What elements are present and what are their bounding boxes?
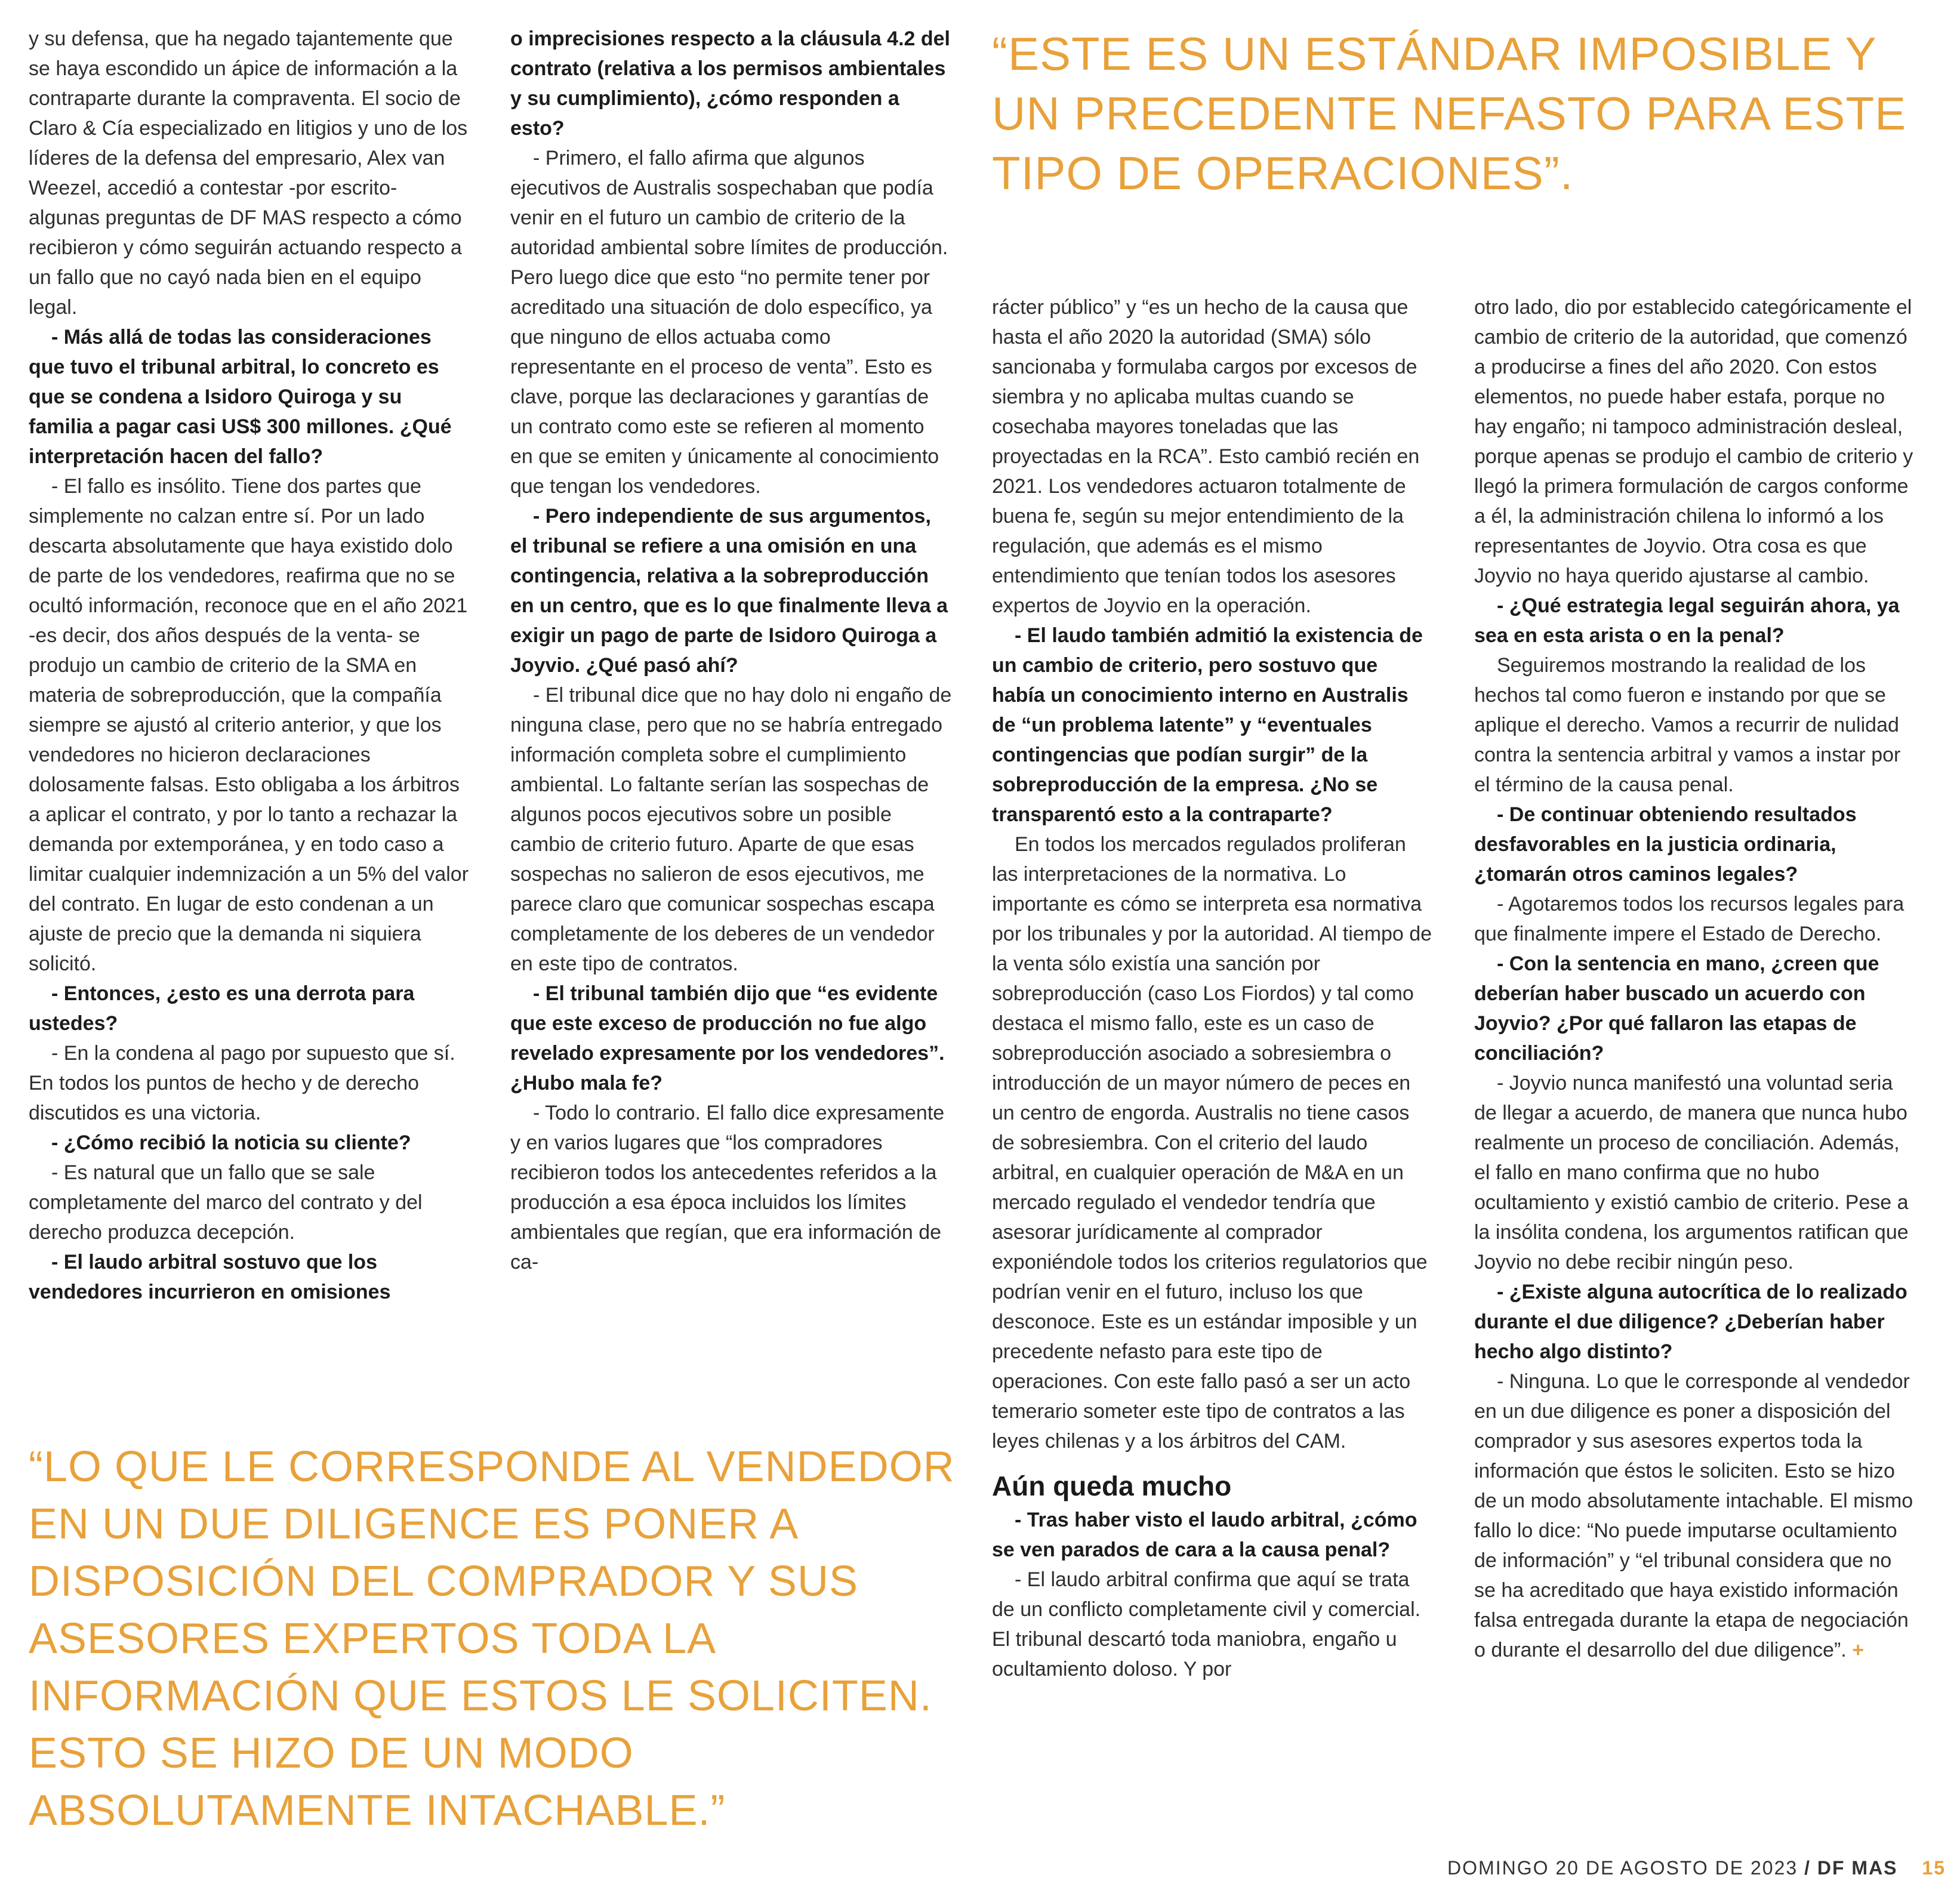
pull-quote-top: “ESTE ES UN ESTÁNDAR IMPOSIBLE Y UN PRECEDENTE NEFASTO PARA ESTE TIPO DE OPERACIONES”. <box>992 27 1907 199</box>
interview-answer: otro lado, dio por establecido categóricamente el cambio de criterio de la autoridad, que comenzó a producirse a fines del año 2020. Con estos elementos, no puede haber estafa, porque no hay engaño; ni tampoco administración desleal, porque apenas se produjo el cambio de criterio y llegó la primera formulación de cargos conforme a él, la administración chilena lo informó a los representantes de Joyvio. Otra cosa es que Joyvio no haya querido ajustarse al cambio. <box>1474 296 1913 587</box>
page-footer <box>1444 1856 1946 1880</box>
interview-answer: - Joyvio nunca manifestó una voluntad seria de llegar a acuerdo, de manera que nunca hubo realmente un proceso de conciliación. Además, el fallo en mano confirma que no hubo ocultamiento y existió cambio de criterio. Pese a la insólita condena, los argumentos ratifican que Joyvio no debe recibir ningún peso. <box>1474 1072 1909 1273</box>
interview-question: - Con la sentencia en mano, ¿creen que deberían haber buscado un acuerdo con Joyvio? ¿Por qué fallaron las etapas de conciliación? <box>1474 952 1879 1065</box>
interview-answer: rácter público” y “es un hecho de la causa que hasta el año 2020 la autoridad (SMA) sólo sancionaba y formulaba cargos por excesos de siembra y no aplicaba multas cuando se cosechaba mayores toneladas que las proyectadas en la RCA”. Esto cambió recién en 2021. Los vendedores actuaron totalmente de buena fe, según su mejor entendimiento de la regulación, que además es el mismo entendimiento que tenían todos los asesores expertos de Joyvio en la operación. <box>992 296 1420 617</box>
interview-answer: En todos los mercados regulados proliferan las interpretaciones de la normativa. Lo importante es cómo se interpreta esa normativa por los tribunales y por la autoridad. Al tiempo de la venta sólo existía una sanción por sobreproducción (caso Los Fiordos) y tal como destaca el mismo fallo, este es un caso de sobreproducción asociado a sobresiembra o introducción de un mayor número de peces en un centro de engorda. Australis no tiene casos de sobresiembra. Con el criterio del laudo arbitral, en cualquier operación de M&A en un mercado regulado el vendedor tendría que asesorar jurídicamente al comprador exponiéndole todos los criterios regulatorios que podrían venir en el futuro, incluso los que desconoce. Este es un estándar imposible y un precedente nefasto para este tipo de operaciones. Con este fallo pasó a ser un acto temerario someter este tipo de contratos a las leyes chilenas y a los árbitros del CAM. <box>992 833 1432 1453</box>
interview-answer: - El tribunal dice que no hay dolo ni engaño de ninguna clase, pero que no se habría entregado información completa sobre el cumplimiento ambiental. Lo faltante serían las sospechas de algunos pocos ejecutivos sobre un posible cambio de criterio futuro. Aparte de que esas sospechas no salieron de esos ejecutivos, me parece claro que comunicar sospechas escapa completamente de los deberes de un vendedor en este tipo de contratos. <box>510 684 952 975</box>
article-column-1 <box>29 24 470 1307</box>
interview-question: o imprecisiones respecto a la cláusula 4.2 del contrato (relativa a los permisos ambientales y su cumplimiento), ¿cómo responden a esto? <box>510 27 950 140</box>
interview-question: - ¿Cómo recibió la noticia su cliente? <box>51 1131 411 1154</box>
footer-date: DOMINGO 20 DE AGOSTO DE 2023 <box>1447 1857 1798 1879</box>
page-number: 15 <box>1922 1857 1946 1879</box>
interview-answer: - El laudo arbitral confirma que aquí se trata de un conflicto completamente civil y comercial. El tribunal descartó toda maniobra, engaño u ocultamiento doloso. Y por <box>992 1568 1421 1680</box>
section-subheading: Aún queda mucho <box>992 1470 1232 1501</box>
article-column-2 <box>510 24 952 1277</box>
interview-answer <box>1474 1367 1916 1665</box>
paragraph: y su defensa, que ha negado tajantemente que se haya escondido un ápice de información a la contraparte durante la compraventa. El socio de Claro & Cía especializado en litigios y uno de los líderes de la defensa del empresario, Alex van Weezel, accedió a contestar -por escrito- algunas preguntas de DF MAS respecto a cómo recibieron y cómo seguirán actuando respecto a un fallo que no cayó nada bien en el equipo legal. <box>29 27 468 319</box>
interview-answer: - Primero, el fallo afirma que algunos ejecutivos de Australis sospechaban que podía venir en el futuro un cambio de criterio de la autoridad ambiental sobre límites de producción. Pero luego dice que esto “no permite tener por acreditado una situación de dolo específico, ya que ninguno de ellos actuaba como representante en el proceso de venta”. Esto es clave, porque las declaraciones y garantías de un contrato como este se refieren al momento en que se emiten y únicamente al conocimiento que tengan los vendedores. <box>510 147 948 498</box>
interview-answer: - El fallo es insólito. Tiene dos partes que simplemente no calzan entre sí. Por un lado descarta absolutamente que haya existido dolo de parte de los vendedores, reafirma que no se ocultó información, reconoce que en el año 2021 -es decir, dos años después de la venta- se produjo un cambio de criterio de la SMA en materia de sobreproducción, que la compañía siempre se ajustó al criterio anterior, y que los vendedores no hicieron declaraciones dolosamente falsas. Esto obligaba a los árbitros a aplicar el contrato, y por lo tanto a rechazar la demanda por extemporánea, y en todo caso a limitar cualquier indemnización a un 5% del valor del contrato. En lugar de esto condenan a un ajuste de precio que la demanda ni siquiera solicitó. <box>29 475 469 975</box>
interview-question: - Más allá de todas las consideraciones que tuvo el tribunal arbitral, lo concreto es que se condena a Isidoro Quiroga y su familia a pagar casi US$ 300 millones. ¿Qué interpretación hacen del fallo? <box>29 326 452 468</box>
end-mark-icon: + <box>1852 1639 1865 1661</box>
pull-quote-bottom: “LO QUE LE CORRESPONDE AL VENDEDOR EN UN DUE DILIGENCE ES PONER A DISPOSICIÓN DEL COMPRADOR Y SUS ASESORES EXPERTOS TODA LA INFORMACIÓN QUE ESTOS LE SOLICITEN. ESTO SE HIZO DE UN MODO ABSOLUTAMENTE INTACHABLE.” <box>29 1443 955 1834</box>
article-column-3 <box>992 292 1434 1684</box>
interview-answer: - Es natural que un fallo que se sale completamente del marco del contrato y del derecho produzca decepción. <box>29 1161 423 1244</box>
interview-question: - El laudo también admitió la existencia de un cambio de criterio, pero sostuvo que había un conocimiento interno en Australis de “un problema latente” y “eventuales contingencias que podían surgir” de la sobreproducción de la empresa. ¿No se transparentó esto a la contraparte? <box>992 624 1423 826</box>
interview-question: - Tras haber visto el laudo arbitral, ¿cómo se ven parados de cara a la causa penal? <box>992 1509 1417 1561</box>
interview-answer: - Todo lo contrario. El fallo dice expresamente y en varios lugares que “los compradores recibieron todos los antecedentes referidos a la producción a esa época incluidos los límites ambientales que regían, que era información de ca- <box>510 1102 945 1273</box>
interview-question: - De continuar obteniendo resultados desfavorables en la justicia ordinaria, ¿tomarán otros caminos legales? <box>1474 803 1857 886</box>
interview-answer: Seguiremos mostrando la realidad de los hechos tal como fueron e instando por que se aplique el derecho. Vamos a recurrir de nulidad contra la sentencia arbitral y vamos a instar por el término de la causa penal. <box>1474 654 1901 796</box>
interview-question: - El tribunal también dijo que “es evidente que este exceso de producción no fue algo revelado expresamente por los vendedores”. ¿Hubo mala fe? <box>510 982 945 1094</box>
interview-question: - El laudo arbitral sostuvo que los vendedores incurrieron en omisiones <box>29 1251 391 1303</box>
interview-question: - ¿Qué estrategia legal seguirán ahora, ya sea en esta arista o en la penal? <box>1474 594 1900 647</box>
interview-question: - Entonces, ¿esto es una derrota para ustedes? <box>29 982 415 1035</box>
interview-question: - ¿Existe alguna autocrítica de lo realizado durante el due diligence? ¿Deberían haber hecho algo distinto? <box>1474 1281 1907 1363</box>
interview-answer: - En la condena al pago por supuesto que sí. En todos los puntos de hecho y de derecho discutidos es una victoria. <box>29 1042 455 1124</box>
interview-answer: - Agotaremos todos los recursos legales para que finalmente impere el Estado de Derecho. <box>1474 893 1904 945</box>
footer-brand: / DF MAS <box>1804 1857 1898 1879</box>
interview-question: - Pero independiente de sus argumentos, el tribunal se refiere a una omisión en una contingencia, relativa a la sobreproducción en un centro, que es lo que finalmente lleva a exigir un pago de parte de Isidoro Quiroga a Joyvio. ¿Qué pasó ahí? <box>510 505 948 677</box>
answer-text: - Ninguna. Lo que le corresponde al vendedor en un due diligence es poner a disposición del comprador y sus asesores expertos toda la información que éstos le soliciten. Esto se hizo de un modo absolutamente intachable. El mismo fallo lo dice: “No puede imputarse ocultamiento de información” y “el tribunal considera que no se ha acreditado que haya existido información falsa entregada durante la etapa de negociación o durante el desarrollo del due diligence”. <box>1474 1370 1913 1661</box>
article-column-4 <box>1474 292 1916 1665</box>
